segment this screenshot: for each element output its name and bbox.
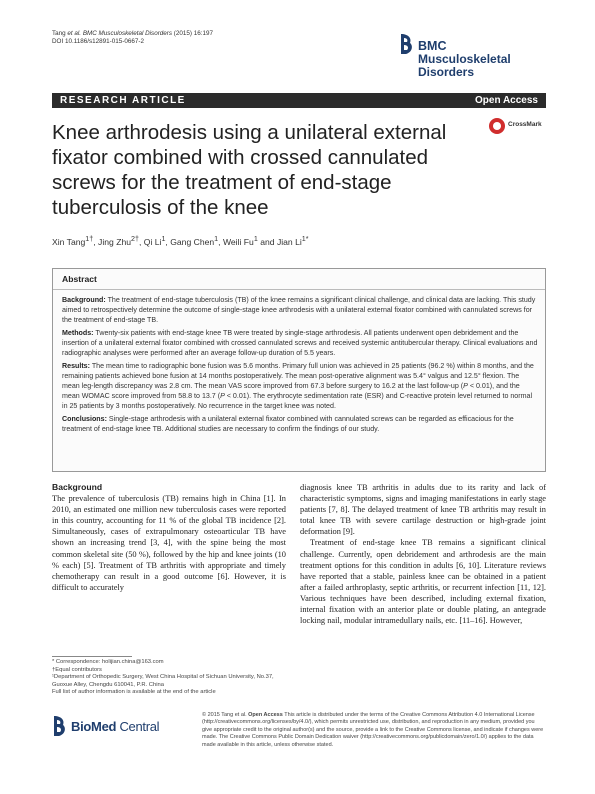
crossmark-icon [489,118,505,134]
citation-block [52,30,213,47]
author-conjunction: and [257,236,277,247]
abstract-heading: Abstract [62,274,97,284]
abstract-divider [53,289,545,290]
biomed-central-text [71,719,159,734]
body-column-right [300,482,546,626]
abstract-section-label: Conclusions: [62,415,107,423]
footnotes [52,659,286,697]
author-affiliation-mark: 1* [301,235,309,243]
abstract-text: Single-stage arthrodesis with a unilateral external fixator combined with cannulated screws can be regarded as efficacious for the treatment of end-stage knee TB. Additional studies are necessary to confirm the findings of our study. [62,415,514,433]
section-heading-background: Background [52,482,103,492]
author-name[interactable]: Jing Zhu [98,236,132,247]
abstract-text: < 0.01). The erythrocyte sedimentation rate (ESR) and C-reactive protein level returned to normal in 25 patients by 3 months postoperatively. No recurrence in the target knee was noted. [62,392,533,410]
journal-logo[interactable] [398,30,548,79]
bmc-logo-icon [398,32,414,56]
article-type-label: RESEARCH ARTICLE [60,95,186,106]
biomed-central-logo[interactable] [52,713,172,739]
article-title: Knee arthrodesis using a unilateral external fixator combined with crossed cannulated screws for the treatment of end-stage tuberculosis of the knee [52,121,447,219]
p-value-symbol: P [220,392,225,400]
citation-et-al: et al. [67,30,82,37]
citation-year-volume: (2015) 16:197 [173,30,214,37]
citation-doi[interactable]: DOI 10.1186/s12891-015-0667-2 [52,38,144,46]
body-paragraph: The prevalence of tuberculosis (TB) remains high in China [1]. In 2010, an estimated one million new tuberculosis cases were reported in this country, accounting for 11 % of the global TB incidence [2]. Simultaneously, cases of extrapulmonary osteoarticular TB have shown an increasing trend [3, 4], with the spine being the most common skeletal site (50 %), followed by the hip and knee joints (10 % each) [5]. Treatment of TB arthritis with appropriate and timely chemotherapy can result in a good outcome [6]. However, it is difficult to accurately [52,494,286,592]
citation-journal: BMC Musculoskeletal Disorders [82,30,173,37]
author-list [52,235,546,247]
footnote-full-list: Full list of author information is available at the end of the article [52,689,216,696]
author-affiliation-mark: 1 [214,235,219,243]
abstract-conclusions [62,414,538,434]
author-separator: , [218,236,223,247]
author-affiliation-mark: 1 [253,235,258,243]
crossmark-label: CrossMark [508,121,542,128]
central-text: Central [116,719,160,734]
citation-author: Tang [52,30,66,37]
journal-logo-text [418,40,548,79]
biomed-central-icon [52,715,68,737]
body-paragraph: diagnosis knee TB arthritis in adults due to its rarity and lack of characteristic symptoms, signs and imaging manifestations in early stage patients [7, 8]. The delayed treatment of knee TB arthritis may result in total knee TB with severe cartilage destruction or high-grade joint deformation [9]. [300,483,546,537]
abstract-text: < 0.01), and the mean WOMAC score improved from 58.8 to 13.7 ( [62,382,520,400]
abstract-box [52,268,546,472]
abstract-background [62,295,538,325]
abstract-results [62,361,538,411]
abstract-body [62,295,538,437]
author-name[interactable]: Gang Chen [170,236,215,247]
article-type-banner [52,93,546,108]
author-name[interactable]: Xin Tang [52,236,86,247]
abstract-text: The treatment of end-stage tuberculosis (TB) of the knee remains a significant clinical challenge, and clinical data are lacking. This study aimed to retrospectively determine the outcome of single-stage knee arthrodesis with a unilateral external fixator combined with cannulated screws for the treatment of end-stage TB. [62,296,536,324]
footnote-divider [52,656,132,657]
author-separator: , [138,236,144,247]
license-text: This article is distributed under the terms of the Creative Commons Attribution 4.0 International License (http://creativecommons.org/licenses/by/4.0/), which permits unrestricted use, distribution, and reproduction in any medium, provided you give appropriate credit to the original author(s) and the source, provide a link to the Creative Commons license, and indicate if changes were made. The Creative Commons Public Domain Dedication waiver (http://creativecommons.org/publicdomain/zero/1.0/) applies to the data made available in this article, unless otherwise stated. [202,712,544,748]
author-affiliation-mark: 2† [131,235,139,243]
author-affiliation-mark: 1† [85,235,94,243]
license-open-access: Open Access [248,712,283,718]
author-separator: , [93,236,99,247]
footnote-equal-contributors: †Equal contributors [52,666,102,673]
biomed-text: BioMed [71,719,117,734]
author-separator: , [165,236,171,247]
abstract-methods [62,328,538,358]
author-affiliation-mark: 1 [161,235,166,243]
citation-line [52,30,213,38]
abstract-section-label: Results: [62,362,90,370]
author-name[interactable]: Jian Li [276,236,302,247]
journal-logo-line1: BMC [418,39,447,53]
p-value-symbol: P [463,382,468,390]
footnote-correspondence[interactable]: * Correspondence: holijian.china@163.com [52,659,164,665]
crossmark-badge[interactable] [489,118,549,138]
abstract-text: Twenty-six patients with end-stage knee TB were treated by single-stage arthrodesis. All patients underwent open debridement and the insertion of a unilateral external fixator combined with crossed cannulated screws and received systemic antitubercular therapy. Clinical evaluations and radiographic analyses were performed after an average follow-up duration of 5.5 years. [62,329,538,357]
abstract-text: The mean time to radiographic bone fusion was 5.6 months. Primary full union was achieved in 25 patients (96.2 %) within 8 months, and the remaining patients achieved bone fusion at 14 months postoperatively. The mean post-operative alignment was 5.4° valgus and 12.5° flexion. The mean leg-length discrepancy was 2.8 cm. The mean VAS score improved from 67.3 before surgery to 16.2 at the last follow-up ( [62,362,534,390]
footnote-affiliation: ¹Department of Orthopedic Surgery, West China Hospital of Sichuan University, No.37, Guoxue Alley, Chengdu 610041, P.R. China [52,674,274,688]
license-copyright: © 2015 Tang et al. [202,712,249,718]
license-statement [202,712,546,749]
journal-logo-line2: Musculoskeletal Disorders [418,52,511,79]
body-paragraph: Treatment of end-stage knee TB remains a significant clinical challenge. Currently, open debridement and arthrodesis are the main treatment options for this condition in adults [6, 10]. Literature reviews have reported that a stable, painless knee can be obtained in a patient after a failed arthroplasty, septic arthritis, or recurrent infection [11, 12]. Various techniques have been described, including external fixation, internal fixation with an anterior plate or double plating, an antegrade locking nail, modular intramedullary nails, etc. [11–16]. However, [300,538,546,626]
author-name[interactable]: Weili Fu [222,236,254,247]
open-access-label[interactable]: Open Access [475,95,538,106]
body-column-left [52,482,286,593]
abstract-section-label: Background: [62,296,106,304]
author-name[interactable]: Qi Li [143,236,162,247]
abstract-section-label: Methods: [62,329,94,337]
